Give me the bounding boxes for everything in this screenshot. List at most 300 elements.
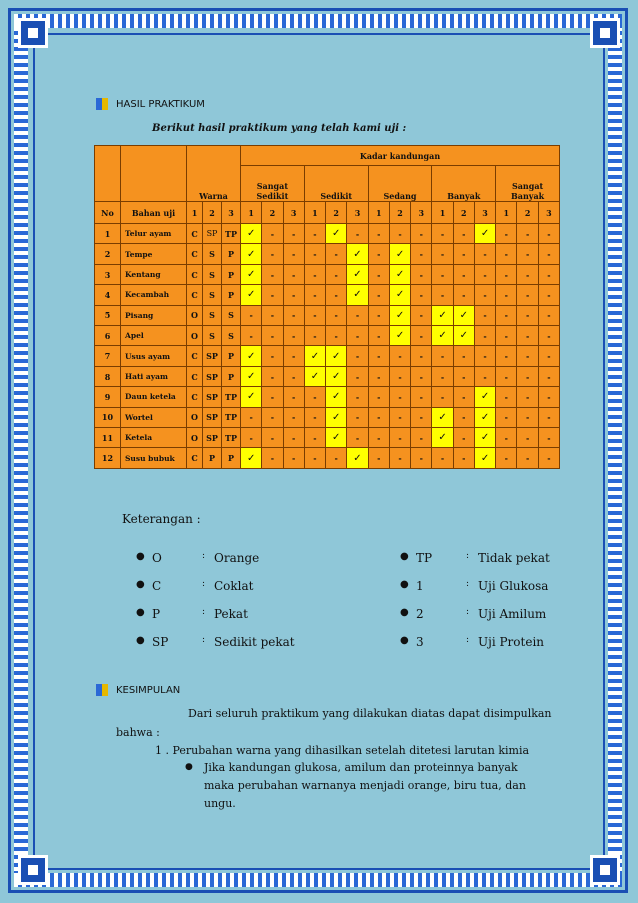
table-row (95, 407, 560, 427)
dash-cell: - (304, 448, 325, 469)
dash-cell: - (432, 346, 453, 366)
dash-cell: - (241, 305, 262, 325)
dash-cell: - (304, 326, 325, 346)
table-row (95, 224, 560, 244)
row-number: 8 (95, 366, 121, 386)
warna-cell: O (187, 326, 203, 346)
conclusion-sub: ungu. (204, 797, 236, 810)
dash-cell: - (496, 305, 517, 325)
dash-cell: - (496, 387, 517, 407)
dash-cell: - (517, 387, 538, 407)
dash-cell: - (517, 305, 538, 325)
check-icon: ✓ (480, 411, 490, 423)
check-cell (241, 387, 262, 407)
conclusion-sub: maka perubahan warnanya menjadi orange, biru tua, dan (204, 779, 526, 792)
dash-cell: - (262, 326, 283, 346)
check-cell (241, 448, 262, 469)
warna-cell: P (222, 244, 241, 264)
dash-cell: - (389, 448, 410, 469)
warna-cell: P (222, 366, 241, 386)
dash-cell: - (347, 305, 368, 325)
corner-ornament (590, 855, 620, 885)
dash-cell: - (517, 326, 538, 346)
check-cell (326, 366, 347, 386)
warna-cell: S (203, 264, 222, 284)
row-number: 7 (95, 346, 121, 366)
dash-cell: - (283, 224, 304, 244)
dash-cell: - (432, 264, 453, 284)
dash-cell: - (283, 326, 304, 346)
warna-cell: SP (203, 387, 222, 407)
legend-item (400, 635, 544, 649)
warna-cell: TP (222, 387, 241, 407)
check-icon: ✓ (353, 269, 362, 281)
check-icon: ✓ (395, 269, 405, 281)
dash-cell: - (432, 387, 453, 407)
dash-cell: - (538, 224, 559, 244)
warna-cell: P (203, 448, 222, 469)
dash-cell: - (538, 244, 559, 264)
header-bahan: Bahan uji (121, 202, 187, 224)
row-bahan: Usus ayam (121, 346, 187, 366)
check-icon: ✓ (310, 371, 320, 383)
conclusion-sub: Jika kandungan glukosa, amilum dan proteinnya banyak (204, 761, 518, 774)
dash-cell: - (432, 224, 453, 244)
row-number: 9 (95, 387, 121, 407)
check-icon: ✓ (353, 289, 362, 301)
legend-separator: : (466, 579, 470, 589)
dash-cell: - (453, 346, 474, 366)
dash-cell: - (538, 326, 559, 346)
dash-cell: - (538, 285, 559, 305)
legend-value: Uji Glukosa (478, 579, 549, 593)
header-group: Sangat Sedikit (241, 166, 305, 202)
dash-cell: - (538, 264, 559, 284)
dash-cell: - (432, 244, 453, 264)
header-test-number: 3 (347, 202, 368, 224)
dash-cell: - (368, 366, 389, 386)
dash-cell: - (262, 387, 283, 407)
dash-cell: - (347, 224, 368, 244)
legend-separator: : (202, 607, 206, 617)
bullet-dot-icon: ● (136, 635, 145, 646)
row-bahan: Hati ayam (121, 366, 187, 386)
check-icon: ✓ (480, 432, 490, 444)
dash-cell: - (517, 346, 538, 366)
section-title: HASIL PRAKTIKUM (116, 98, 205, 110)
check-cell (389, 305, 410, 325)
check-icon: ✓ (332, 432, 341, 444)
section-heading-hasil (96, 98, 205, 110)
check-icon: ✓ (438, 309, 447, 321)
dash-cell: - (411, 366, 432, 386)
row-bahan: Tempe (121, 244, 187, 264)
dash-cell: - (453, 407, 474, 427)
dash-cell: - (474, 285, 495, 305)
check-icon: ✓ (480, 228, 490, 240)
check-icon: ✓ (438, 330, 447, 342)
dash-cell: - (411, 305, 432, 325)
dash-cell: - (241, 326, 262, 346)
dash-cell: - (368, 305, 389, 325)
check-icon: ✓ (353, 248, 362, 260)
dash-cell: - (432, 285, 453, 305)
header-test-number: 2 (326, 202, 347, 224)
dash-cell: - (474, 305, 495, 325)
row-bahan: Telur ayam (121, 224, 187, 244)
dash-cell: - (368, 387, 389, 407)
dash-cell: - (411, 285, 432, 305)
check-icon: ✓ (246, 289, 256, 301)
dash-cell: - (496, 285, 517, 305)
dash-cell: - (304, 305, 325, 325)
dash-cell: - (517, 407, 538, 427)
check-icon: ✓ (459, 309, 468, 321)
check-cell (241, 346, 262, 366)
dash-cell: - (538, 407, 559, 427)
dash-cell: - (326, 448, 347, 469)
dash-cell: - (368, 244, 389, 264)
dash-cell: - (304, 244, 325, 264)
dash-cell: - (389, 366, 410, 386)
table-row (95, 448, 560, 469)
header-no: No (95, 202, 121, 224)
dash-cell: - (496, 448, 517, 469)
dash-cell: - (538, 346, 559, 366)
bullet-dot-icon: ● (136, 579, 145, 590)
header-group: Sangat Banyak (496, 166, 560, 202)
warna-cell: TP (222, 407, 241, 427)
dash-cell: - (538, 387, 559, 407)
header-test-number: 2 (203, 202, 222, 224)
warna-cell: O (187, 428, 203, 448)
warna-cell: P (222, 448, 241, 469)
header-test-number: 3 (283, 202, 304, 224)
check-cell (241, 285, 262, 305)
row-bahan: Kecambah (121, 285, 187, 305)
header-test-number: 3 (411, 202, 432, 224)
dash-cell: - (283, 407, 304, 427)
row-bahan: Susu bubuk (121, 448, 187, 469)
dash-cell: - (241, 407, 262, 427)
check-cell (347, 448, 368, 469)
check-cell (389, 244, 410, 264)
check-icon: ✓ (459, 330, 468, 342)
row-bahan: Pisang (121, 305, 187, 325)
check-icon: ✓ (480, 391, 490, 403)
header-test-number: 1 (432, 202, 453, 224)
dash-cell: - (368, 285, 389, 305)
row-number: 3 (95, 264, 121, 284)
check-cell (241, 264, 262, 284)
warna-cell: S (203, 305, 222, 325)
legend-key: 2 (416, 607, 424, 621)
row-number: 6 (95, 326, 121, 346)
dash-cell: - (411, 264, 432, 284)
dash-cell: - (453, 387, 474, 407)
check-cell (389, 285, 410, 305)
dash-cell: - (517, 264, 538, 284)
dash-cell: - (304, 285, 325, 305)
legend-item (136, 551, 259, 565)
legend-value: Coklat (214, 579, 254, 593)
bullet-dot-icon: ● (400, 551, 409, 562)
legend-separator: : (202, 551, 206, 561)
check-icon: ✓ (332, 371, 341, 383)
dash-cell: - (368, 448, 389, 469)
legend-separator: : (202, 635, 206, 645)
check-icon: ✓ (246, 350, 256, 362)
warna-cell: TP (222, 428, 241, 448)
warna-cell: C (187, 448, 203, 469)
dash-cell: - (474, 264, 495, 284)
legend-item (400, 551, 550, 565)
warna-cell: C (187, 244, 203, 264)
check-icon: ✓ (353, 452, 362, 464)
check-cell (304, 366, 325, 386)
warna-cell: P (222, 264, 241, 284)
dash-cell: - (262, 346, 283, 366)
check-icon: ✓ (332, 411, 341, 423)
check-cell (241, 224, 262, 244)
check-cell (474, 428, 495, 448)
legend-item (136, 607, 248, 621)
dash-cell: - (496, 346, 517, 366)
conclusion-item: 1 . Perubahan warna yang dihasilkan setelah ditetesi larutan kimia (155, 744, 530, 757)
dash-cell: - (262, 285, 283, 305)
dash-cell: - (283, 448, 304, 469)
check-icon: ✓ (332, 391, 341, 403)
header-test-number: 3 (538, 202, 559, 224)
dash-cell: - (347, 346, 368, 366)
bullet-icon (96, 684, 108, 696)
warna-cell: S (203, 285, 222, 305)
check-cell (389, 326, 410, 346)
legend-value: Tidak pekat (478, 551, 550, 565)
check-icon: ✓ (246, 269, 256, 281)
dash-cell: - (453, 264, 474, 284)
header-group: Sedikit (304, 166, 368, 202)
header-group: Banyak (432, 166, 496, 202)
header-test-number: 1 (187, 202, 203, 224)
check-icon: ✓ (332, 228, 341, 240)
warna-cell: C (187, 346, 203, 366)
header-test-number: 2 (262, 202, 283, 224)
header-blank (121, 146, 187, 202)
legend-key: P (152, 607, 161, 621)
check-cell (432, 326, 453, 346)
legend-item (400, 607, 546, 621)
legend-item (136, 579, 254, 593)
dash-cell: - (283, 346, 304, 366)
dash-cell: - (347, 326, 368, 346)
header-test-number: 2 (453, 202, 474, 224)
dash-cell: - (411, 326, 432, 346)
dash-cell: - (453, 366, 474, 386)
dash-cell: - (368, 326, 389, 346)
legend-value: Orange (214, 551, 260, 565)
dash-cell: - (389, 428, 410, 448)
check-cell (326, 224, 347, 244)
check-icon: ✓ (395, 330, 405, 342)
row-bahan: Apel (121, 326, 187, 346)
dash-cell: - (496, 264, 517, 284)
dash-cell: - (474, 244, 495, 264)
bullet-dot-icon: ● (400, 607, 409, 618)
dash-cell: - (474, 366, 495, 386)
dash-cell: - (453, 224, 474, 244)
warna-cell: S (222, 305, 241, 325)
dash-cell: - (389, 407, 410, 427)
dash-cell: - (496, 366, 517, 386)
dash-cell: - (453, 428, 474, 448)
dash-cell: - (262, 428, 283, 448)
check-cell (347, 285, 368, 305)
table-row (95, 366, 560, 386)
dash-cell: - (368, 264, 389, 284)
dash-cell: - (411, 224, 432, 244)
dash-cell: - (453, 285, 474, 305)
legend-value: Sedikit pekat (214, 635, 295, 649)
dash-cell: - (496, 326, 517, 346)
check-cell (241, 244, 262, 264)
table-row (95, 285, 560, 305)
dash-cell: - (517, 366, 538, 386)
table-row (95, 346, 560, 366)
results-table (94, 145, 560, 469)
check-icon: ✓ (246, 228, 256, 240)
dash-cell: - (368, 428, 389, 448)
header-test-number: 1 (368, 202, 389, 224)
check-cell (304, 346, 325, 366)
check-cell (326, 428, 347, 448)
warna-cell: C (187, 285, 203, 305)
dash-cell: - (496, 244, 517, 264)
dash-cell: - (517, 285, 538, 305)
check-icon: ✓ (438, 411, 447, 423)
warna-cell: P (222, 346, 241, 366)
check-icon: ✓ (395, 289, 405, 301)
legend-separator: : (466, 607, 470, 617)
dash-cell: - (453, 448, 474, 469)
bullet-icon (96, 98, 108, 110)
table-row (95, 428, 560, 448)
dash-cell: - (411, 407, 432, 427)
dash-cell: - (538, 366, 559, 386)
legend-key: O (152, 551, 162, 565)
dash-cell: - (411, 428, 432, 448)
dash-cell: - (474, 346, 495, 366)
dash-cell: - (368, 407, 389, 427)
keterangan-title: Keterangan : (122, 512, 201, 526)
dash-cell: - (538, 305, 559, 325)
legend-item (400, 579, 548, 593)
row-number: 11 (95, 428, 121, 448)
check-cell (474, 407, 495, 427)
check-cell (347, 244, 368, 264)
dash-cell: - (304, 264, 325, 284)
dash-cell: - (347, 387, 368, 407)
dash-cell: - (496, 407, 517, 427)
table-row (95, 326, 560, 346)
row-bahan: Wortel (121, 407, 187, 427)
check-icon: ✓ (395, 309, 405, 321)
check-icon: ✓ (246, 391, 256, 403)
check-icon: ✓ (246, 452, 256, 464)
corner-ornament (18, 855, 48, 885)
dash-cell: - (389, 224, 410, 244)
bullet-dot-icon: ● (400, 579, 409, 590)
conclusion-paragraph: Dari seluruh praktikum yang dilakukan diatas dapat disimpulkan (188, 707, 552, 720)
header-test-number: 3 (222, 202, 241, 224)
check-cell (453, 305, 474, 325)
dash-cell: - (517, 224, 538, 244)
dash-cell: - (262, 305, 283, 325)
dash-cell: - (538, 448, 559, 469)
check-cell (432, 428, 453, 448)
check-icon: ✓ (395, 248, 405, 260)
header-kadar: Kadar kandungan (241, 146, 560, 166)
legend-key: C (152, 579, 162, 593)
check-cell (474, 224, 495, 244)
header-group: Sedang (368, 166, 432, 202)
check-cell (389, 264, 410, 284)
dash-cell: - (304, 407, 325, 427)
dash-cell: - (517, 448, 538, 469)
dash-cell: - (347, 407, 368, 427)
row-bahan: Ketela (121, 428, 187, 448)
row-number: 1 (95, 224, 121, 244)
header-test-number: 1 (496, 202, 517, 224)
row-bahan: Kentang (121, 264, 187, 284)
dash-cell: - (517, 244, 538, 264)
check-cell (474, 448, 495, 469)
dash-cell: - (411, 448, 432, 469)
legend-value: Pekat (214, 607, 248, 621)
dash-cell: - (326, 244, 347, 264)
dash-cell: - (283, 428, 304, 448)
conclusion-paragraph: bahwa : (116, 726, 160, 739)
warna-cell: O (187, 305, 203, 325)
section-title: KESIMPULAN (116, 684, 181, 696)
warna-cell: P (222, 285, 241, 305)
check-cell (432, 407, 453, 427)
dash-cell: - (496, 428, 517, 448)
header-warna: Warna (187, 146, 241, 202)
check-icon: ✓ (246, 248, 256, 260)
dash-cell: - (368, 346, 389, 366)
row-number: 10 (95, 407, 121, 427)
dash-cell: - (326, 326, 347, 346)
dash-cell: - (283, 305, 304, 325)
dash-cell: - (283, 244, 304, 264)
dash-cell: - (411, 387, 432, 407)
warna-cell: C (187, 264, 203, 284)
dash-cell: - (389, 346, 410, 366)
dash-cell: - (262, 264, 283, 284)
bullet-dot-icon: ● (185, 762, 193, 772)
warna-cell: SP (203, 366, 222, 386)
check-cell (432, 305, 453, 325)
check-cell (241, 366, 262, 386)
header-test-number: 2 (389, 202, 410, 224)
intro-text: Berikut hasil praktikum yang telah kami uji : (152, 123, 407, 134)
dash-cell: - (347, 428, 368, 448)
header-test-number: 1 (241, 202, 262, 224)
header-test-number: 2 (517, 202, 538, 224)
dash-cell: - (538, 428, 559, 448)
dash-cell: - (411, 244, 432, 264)
